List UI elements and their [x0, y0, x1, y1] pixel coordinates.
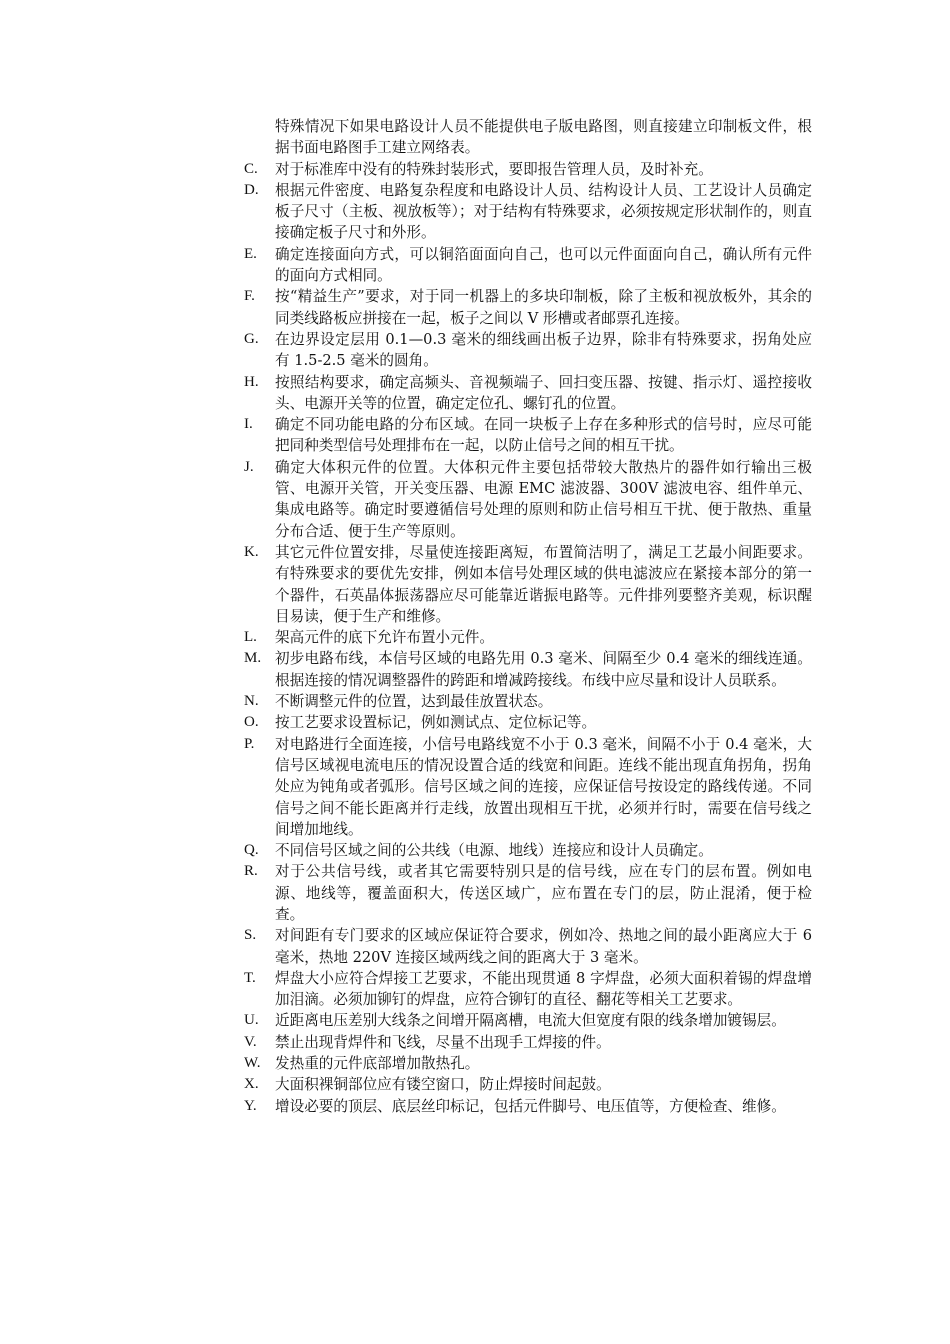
continuation-paragraph	[244, 116, 812, 159]
list-item-text: 其它元件位置安排，尽量使连接距离短，布置简洁明了，满足工艺最小间距要求。有特殊要求的要优先安排，例如本信号处理区域的供电滤波应在紧接本部分的第一个器件，石英晶体振荡器应尽可能靠近谐振电路等。元件排列要整齐美观，标识醒目易读，便于生产和维修。	[275, 543, 812, 625]
list-item	[244, 159, 812, 180]
list-item-text: 确定大体积元件的位置。大体积元件主要包括带较大散热片的器件如行输出三极管、电源开关管，开关变压器、电源 EMC 滤波器、300V 滤波电容、组件单元、集成电路等。确定时要遵循信号处理的原则和防止信号相互干扰、便于散热、重量分布合适、便于生产等原则。	[275, 458, 812, 540]
procedure-list	[244, 116, 812, 1117]
list-item-marker: P.	[244, 735, 255, 752]
list-item-marker: O.	[244, 714, 259, 731]
list-item	[244, 329, 812, 372]
list-item	[244, 968, 812, 1011]
list-item-text: 焊盘大小应符合焊接工艺要求，不能出现贯通 8 字焊盘，必须大面积着锡的焊盘增加泪滴。必须加铆钉的焊盘，应符合铆钉的直径、翻花等相关工艺要求。	[275, 969, 812, 1009]
list-item	[244, 542, 812, 627]
list-item-marker: T.	[244, 969, 256, 986]
list-item-text: 确定不同功能电路的分布区域。在同一块板子上存在多种形式的信号时，应尽可能把同种类型信号处理排布在一起，以防止信号之间的相互干扰。	[275, 416, 812, 455]
list-item	[244, 1010, 812, 1031]
list-item-text: 发热重的元件底部增加散热孔。	[275, 1055, 480, 1073]
list-item-marker: W.	[244, 1055, 261, 1072]
list-item	[244, 414, 812, 457]
list-item-text: 对间距有专门要求的区域应保证符合要求，例如冷、热地之间的最小距离应大于 6 毫米，热地 220V 连接区域两线之间的距离大于 3 毫米。	[275, 927, 812, 966]
list-item	[244, 244, 812, 287]
list-item-text: 确定连接面向方式，可以铜箔面面向自己，也可以元件面面向自己，确认所有元件的面向方式相同。	[275, 245, 812, 285]
list-item-text: 按“精益生产”要求，对于同一机器上的多块印制板，除了主板和视放板外，其余的同类线路板应拼接在一起，板子之间以 V 形槽或者邮票孔连接。	[275, 288, 812, 327]
list-item-marker: C.	[244, 160, 258, 177]
list-item-text: 在边界设定层用 0.1—0.3 毫米的细线画出板子边界，除非有特殊要求，拐角处应有 1.5-2.5 毫米的圆角。	[275, 330, 812, 370]
list-item	[244, 1074, 812, 1095]
list-item-marker: S.	[244, 927, 257, 944]
list-item-text: 不同信号区域之间的公共线（电源、地线）连接应和设计人员确定。	[275, 842, 713, 860]
list-item	[244, 648, 812, 691]
list-item	[244, 180, 812, 244]
list-item-marker: U.	[244, 1012, 259, 1029]
list-item-marker: K.	[244, 543, 259, 560]
list-item-marker: R.	[244, 863, 258, 880]
list-item-text: 根据元件密度、电路复杂程度和电路设计人员、结构设计人员、工艺设计人员确定板子尺寸（主板、视放板等）；对于结构有特殊要求，必须按规定形状制作的，则直接确定板子尺寸和外形。	[275, 181, 812, 242]
list-item	[244, 457, 812, 542]
list-item-text: 大面积裸铜部位应有镂空窗口，防止焊接时间起鼓。	[275, 1076, 611, 1094]
list-item	[244, 1053, 812, 1074]
list-item	[244, 627, 812, 648]
list-item-text: 对电路进行全面连接，小信号电路线宽不小于 0.3 毫米，间隔不小于 0.4 毫米，大信号区域视电流电压的情况设置合适的线宽和间距。连线不能出现直角拐角，拐角处应为钝角或者弧形。信号区域之间的连接，应保证信号按设定的路线传递。不同信号之间不能长距离并行走线，放置出现相互干扰，必须并行时，需要在信号线之间增加地线。	[275, 735, 812, 838]
list-item-text: 不断调整元件的位置，达到最佳放置状态。	[275, 693, 553, 711]
list-item-text: 按照结构要求，确定高频头、音视频端子、回扫变压器、按键、指示灯、遥控接收头、电源开关等的位置，确定定位孔、螺钉孔的位置。	[275, 373, 812, 412]
list-item	[244, 925, 812, 968]
list-item-marker: D.	[244, 181, 259, 198]
list-item-marker: Y.	[244, 1097, 257, 1114]
list-item-text: 对于公共信号线，或者其它需要特别只是的信号线，应在专门的层布置。例如电源、地线等，覆盖面积大，传送区域广，应布置在专门的层，防止混淆，便于检查。	[275, 863, 812, 923]
list-item-marker: Q.	[244, 842, 259, 859]
list-item-text: 初步电路布线，本信号区域的电路先用 0.3 毫米、间隔至少 0.4 毫米的细线连通。根据连接的情况调整器件的跨距和增减跨接线。布线中应尽量和设计人员联系。	[275, 650, 812, 689]
list-item-marker: E.	[244, 245, 257, 262]
list-item-marker: M.	[244, 650, 262, 667]
list-item	[244, 286, 812, 329]
list-item-text: 增设必要的顶层、底层丝印标记，包括元件脚号、电压值等，方便检查、维修。	[275, 1097, 786, 1115]
list-item	[244, 1096, 812, 1117]
list-item-marker: F.	[244, 288, 255, 305]
list-items	[244, 159, 812, 1117]
list-item	[244, 712, 812, 733]
list-item-text: 禁止出现背焊件和飞线，尽量不出现手工焊接的件。	[275, 1033, 611, 1051]
continuation-text: 特殊情况下如果电路设计人员不能提供电子版电路图，则直接建立印制板文件，根据书面电路图手工建立网络表。	[275, 118, 812, 157]
list-item-marker: I.	[244, 416, 253, 433]
list-item	[244, 691, 812, 712]
list-item-text: 对于标准库中没有的特殊封装形式，要即报告管理人员，及时补充。	[275, 160, 713, 178]
list-item-marker: G.	[244, 330, 259, 347]
list-item	[244, 840, 812, 861]
list-item	[244, 861, 812, 925]
list-item-text: 架高元件的底下允许布置小元件。	[275, 629, 494, 647]
list-item-marker: N.	[244, 693, 259, 710]
list-item-marker: X.	[244, 1076, 259, 1093]
list-item-text: 按工艺要求设置标记，例如测试点、定位标记等。	[275, 714, 597, 732]
list-item-marker: L.	[244, 629, 257, 646]
list-item	[244, 372, 812, 415]
list-item	[244, 734, 812, 840]
list-item-marker: V.	[244, 1033, 257, 1050]
list-item-marker: H.	[244, 373, 259, 390]
list-item-marker: J.	[244, 458, 254, 475]
list-item-text: 近距离电压差别大线条之间增开隔离槽，电流大但宽度有限的线条增加镀锡层。	[275, 1012, 786, 1030]
list-item	[244, 1032, 812, 1053]
